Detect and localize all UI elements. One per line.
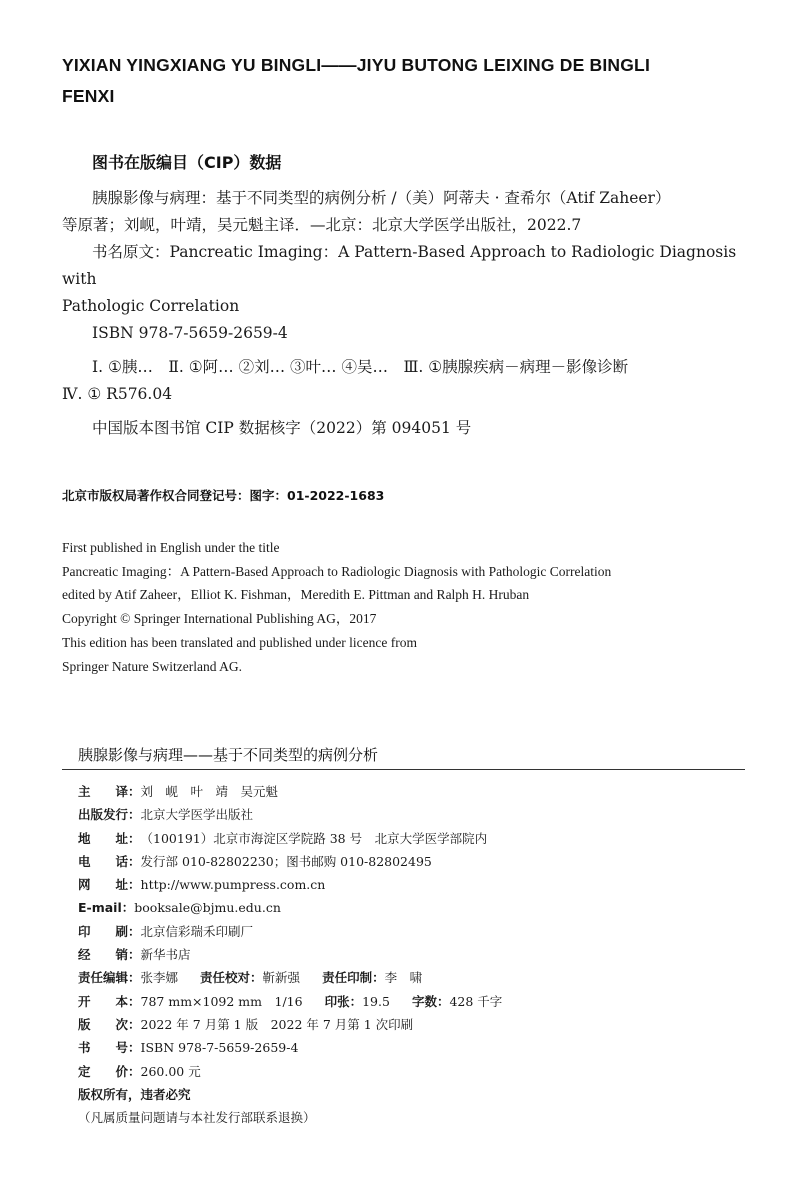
english-notice-line-3: edited by Atif Zaheer，Elliot K. Fishman，Meredith E. Pittman and Ralph H. Hruban (62, 587, 530, 603)
editors-row (78, 966, 758, 989)
address-row (78, 827, 758, 850)
publisher-value: 北京大学医学出版社 (140, 807, 254, 823)
wordcount-value: 428 千字 (449, 993, 503, 1009)
pinyin-title-line-1: YIXIAN YINGXIANG YU BINGLI——JIYU BUTONG LEIXING DE BINGLI (62, 55, 651, 75)
phone-label: 电 话： (78, 853, 141, 869)
address-value: （100191）北京市海淀区学院路 38 号 北京大学医学部院内 (140, 830, 488, 846)
edition-value: 2022 年 7 月第 1 版 2022 年 7 月第 1 次印刷 (140, 1016, 414, 1032)
printer-value: 北京信彩瑞禾印刷厂 (140, 923, 254, 939)
print-supervisor-label: 责任印制： (322, 970, 385, 986)
editor-label: 责任编辑： (78, 970, 141, 986)
price-label: 定 价： (78, 1063, 141, 1079)
isbn-label: 书 号： (78, 1040, 141, 1056)
copyright-registration: 北京市版权局著作权合同登记号：图字：01-2022-1683 (62, 488, 385, 503)
cip-isbn: ISBN 978-7-5659-2659-4 (92, 324, 288, 342)
isbn-value: ISBN 978-7-5659-2659-4 (140, 1040, 299, 1056)
cip-data-block (62, 185, 752, 442)
cip-heading: 图书在版编目（CIP）数据 (92, 153, 282, 172)
pinyin-title-line-2: FENXI (62, 86, 115, 106)
cip-number: 中国版本图书馆 CIP 数据核字（2022）第 094051 号 (92, 419, 472, 437)
proofreader-label: 责任校对： (200, 970, 263, 986)
wordcount-label: 字数： (411, 993, 450, 1009)
rights-row (78, 1083, 758, 1106)
edition-row (78, 1013, 758, 1036)
edition-label: 版 次： (78, 1016, 141, 1032)
format-value: 787 mm×1092 mm 1/16 (140, 993, 303, 1009)
cip-entry-line-1: 胰腺影像与病理：基于不同类型的病例分析 /（美）阿蒂夫 · 查希尔（Atif Zaheer） (92, 189, 671, 207)
translators-row (78, 780, 758, 803)
website-row (78, 873, 758, 896)
english-notice-line-1: First published in English under the title (62, 540, 280, 555)
proofreader-value: 靳新强 (262, 970, 301, 986)
publisher-row (78, 803, 758, 826)
distributor-value: 新华书店 (140, 947, 191, 963)
editor-value: 张李娜 (140, 970, 179, 986)
cip-classification-line-2: Ⅳ. ① R576.04 (62, 385, 173, 403)
phone-row (78, 850, 758, 873)
sheets-value: 19.5 (362, 993, 390, 1009)
english-notice-line-2: Pancreatic Imaging：A Pattern-Based Approach to Radiologic Diagnosis with Pathologic Correlation (62, 563, 612, 579)
format-row (78, 990, 758, 1013)
email-label: E-mail： (78, 900, 135, 916)
phone-value: 发行部 010-82802230；图书邮购 010-82802495 (140, 853, 432, 869)
price-value: 260.00 元 (140, 1063, 201, 1079)
english-notice-line-4: Copyright © Springer International Publishing AG，2017 (62, 611, 377, 627)
isbn-row (78, 1036, 758, 1059)
address-label: 地 址： (78, 830, 141, 846)
price-row (78, 1060, 758, 1083)
pinyin-title (62, 50, 762, 112)
website-label: 网 址： (78, 877, 141, 893)
print-supervisor-value: 李 啸 (384, 970, 423, 986)
publisher-label: 出版发行： (78, 807, 141, 823)
format-label: 开 本： (78, 993, 141, 1009)
english-notice-line-6: Springer Nature Switzerland AG. (62, 658, 242, 674)
publication-info (78, 780, 758, 1129)
returns-row (78, 1106, 758, 1129)
cip-classification-line-1: Ⅰ. ①胰… Ⅱ. ①阿… ②刘… ③叶… ④吴… Ⅲ. ①胰腺疾病－病理－影像诊断 (92, 358, 629, 376)
printer-row (78, 920, 758, 943)
book-title: 胰腺影像与病理——基于不同类型的病例分析 (78, 746, 379, 764)
email-value: booksale@bjmu.edu.cn (134, 900, 281, 916)
distributor-label: 经 销： (78, 947, 141, 963)
english-notice-line-5: This edition has been translated and published under licence from (62, 634, 418, 650)
email-row (78, 896, 758, 919)
cip-original-title-line-1: 书名原文：Pancreatic Imaging：A Pattern-Based Approach to Radiologic Diagnosis with (62, 243, 737, 288)
returns-note: （凡属质量问题请与本社发行部联系退换） (78, 1110, 316, 1126)
cip-entry-line-2: 等原著；刘岘，叶靖，吴元魁主译．—北京：北京大学医学出版社，2022.7 (62, 216, 582, 234)
translators-label: 主 译： (78, 784, 141, 799)
printer-label: 印 刷： (78, 923, 141, 939)
cip-original-title-line-2: Pathologic Correlation (62, 297, 240, 315)
english-notice (62, 536, 762, 678)
website-value: http://www.pumpress.com.cn (140, 877, 326, 893)
sheets-label: 印张： (324, 993, 363, 1009)
translators-value: 刘 岘 叶 靖 吴元魁 (140, 784, 279, 799)
divider-rule (62, 769, 745, 770)
rights-notice: 版权所有，违者必究 (78, 1086, 191, 1102)
distributor-row (78, 943, 758, 966)
